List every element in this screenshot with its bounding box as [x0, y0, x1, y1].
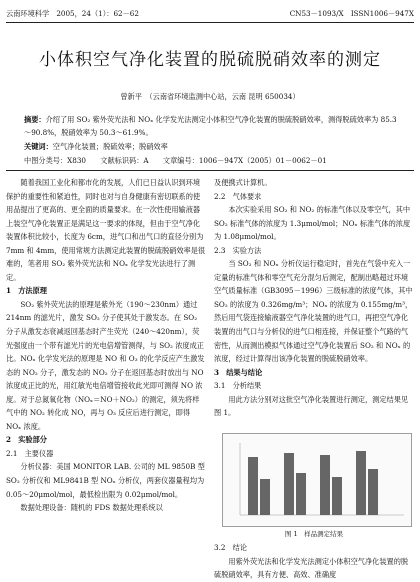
clc-number: 中图分类号：X830	[24, 156, 86, 165]
section-heading: 3 结果与结论	[214, 367, 263, 377]
paragraph: 分析仪器：美国 MONITOR LAB. 公司的 ML 9850B 型 SO₂ 分析仪和 ML9841B 型 NOₓ 分析仪，两套仪器量程均为 0.05～20μmol/mol，最低检出限为 0.02μmol/mol。	[6, 462, 205, 499]
keywords-label: 关键词：	[24, 141, 53, 151]
paragraph: 本次实验采用 SO₂ 和 NO₂ 的标准气体以及零空气，其中 SO₂ 标准气体的浓度为 1.3μmol/mol；NOₓ 标准气体的浓度为 1.08μmol/mol。	[214, 205, 411, 242]
journal-citation: 云南环境科学 2005，24（1）：62－62	[6, 9, 139, 18]
paragraph: 随着我国工业化和都市化的发展，人们已日益认识到环境保护的重要性和紧迫性，同时也对与自身健康有密切联系的使用品提出了更高的、更全面的质量要求。在一次性使用输液器上装空气净化装置正是满足这一要求的体现，但由于空气净化装置体积比较小，长度为 6cm，进气口和出气口的直径分别为 7mm 和 4mm，使用常规方法测定此装置的脱硫脱硝效率是很难的，笔者用 SO₂ 紫外荧光法和 NOₓ 化学发光法进行了测定。	[6, 178, 206, 282]
issn-code: CN53－1093/X ISSN1006－947X	[289, 9, 414, 18]
paragraph: 2.2 气体要求	[214, 191, 262, 201]
paragraph: 3.2 结论	[214, 543, 247, 552]
classification-line	[24, 156, 398, 166]
figure-caption: 图 1 样品测定结果	[284, 530, 344, 538]
abstract	[24, 113, 398, 153]
document-code: 文献标识码：A	[100, 156, 149, 165]
section-heading: 2 实验部分	[6, 435, 47, 445]
paragraph: 2.3 实验方法	[214, 245, 262, 255]
section-heading: 1 方法原理	[6, 286, 47, 296]
paragraph: 当 SO₂ 和 NOₓ 分析仪运行稳定时，首先在气袋中充入一定量的标准气体和零空气充分混匀后测定，配制出略超过环境空气质量标准（GB3095－1996）三级标准的浓度气体，其中 SO₂ 的浓度为 0.326mg/m³；NOₓ 的浓度为 0.155mg/m³，然后用气袋连接输液器空气净化装置的进气口，再把空气净化装置的出气口与分析仪的进气口相连接，并保证整个气路的气密性，从而测出模拟气体通过空气净化装置后 SO₂ 和 NOₓ 的浓度，经过计算得出该净化装置的脱硫脱硝效率。	[214, 259, 413, 364]
paragraph: 及便携式计算机。	[214, 178, 272, 187]
sample-results-figure	[222, 433, 412, 527]
right-column-continued	[214, 541, 414, 582]
keywords-text: 空气净化装置；脱硫效率；脱硝效率	[52, 141, 168, 151]
article-number: 文章编号：1006－947X（2005）01－0062－01	[162, 156, 327, 165]
abstract-rule	[6, 170, 414, 171]
paragraph: 2.1 主要仪器	[6, 448, 54, 458]
left-column	[6, 176, 206, 515]
header-rule	[6, 22, 414, 23]
abstract-text: 介绍了用 SO₂ 紫外荧光法和 NOₓ 化学发光法测定小体积空气净化装置的脱硫脱硝效率，测得脱硫效率为 85.3～90.8%，脱硝效率为 50.3～61.9%。	[24, 115, 397, 138]
paragraph: 3.1 分析结果	[214, 381, 262, 391]
paragraph: SO₂ 紫外荧光法的原理是紫外光（190～230nm）通过 214nm 的滤光片，激发 SO₂ 分子使其处于激发态。在 SO₂ 分子从激发态衰减返回基态时产生荧光（240～420nm），荧光强度由一个带有滤光片的光电倍增管测得，与 SO₂ 浓度成正比。NOₓ 化学发光法的原理是 NO 和 O₃ 的化学反应产生激发态的 NO₂ 分子，激发态的 NO₂ 分子在返回基态时放出与 NO 浓度成正比的光，用红敏光电倍增管接收此光即可测得 NO 浓度。对于总氮氧化物（NOₓ＝NO＋NO₂）的测定，须先将样气中的 NO₂ 转化成 NO，再与 O₃ 反应后进行测定，即得 NOₓ 浓度。	[6, 299, 205, 431]
paragraph: 用紫外荧光法和化学发光法测定小体积空气净化装置的脱硫脱硝效率，具有方便、高效、准确度	[214, 556, 409, 580]
paragraph: 用此方法分别对这批空气净化装置进行测定，测定结果见图 1。	[214, 394, 409, 418]
paper-title: 小体积空气净化装置的脱硫脱硝效率的测定	[39, 50, 381, 70]
paragraph: 数据处理设备：随机的 FDS 数据处理系统以	[6, 503, 163, 513]
author-line: 曾新平 （云南省环境监测中心站，云南 昆明 650034）	[120, 92, 300, 101]
right-column	[214, 176, 414, 420]
abstract-label: 摘要：	[24, 115, 46, 124]
running-header	[6, 9, 414, 21]
